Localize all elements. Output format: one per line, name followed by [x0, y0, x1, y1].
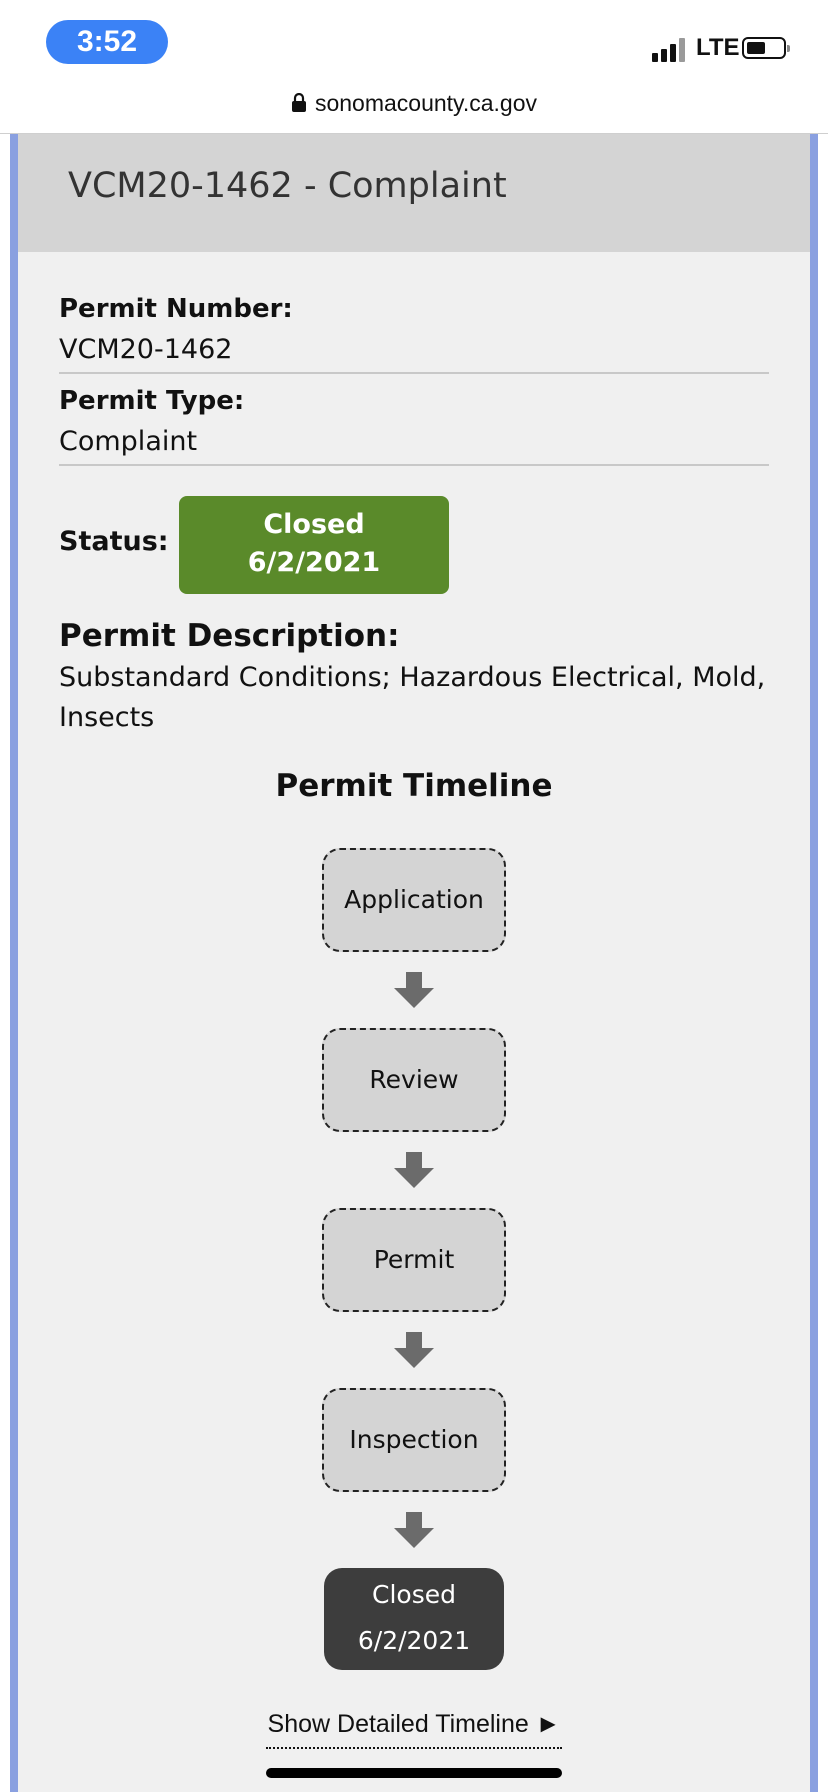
cellular-signal-icon — [652, 38, 688, 62]
arrow-down-icon — [394, 1332, 434, 1368]
arrow-down-icon — [394, 972, 434, 1008]
permit-number-label: Permit Number: — [59, 294, 293, 324]
status-badge-text: Closed — [263, 509, 365, 540]
permit-header — [18, 134, 810, 252]
permit-description-value: Substandard Conditions; Hazardous Electrical, Mold, Insects — [59, 662, 766, 733]
timeline-step-review: Review — [322, 1028, 506, 1132]
timeline-title: Permit Timeline — [275, 768, 553, 804]
timeline-closed-label: Closed — [372, 1580, 456, 1609]
timeline-closed-date: 6/2/2021 — [357, 1626, 471, 1655]
permit-number-value: VCM20-1462 — [59, 334, 233, 365]
arrow-down-icon — [394, 1512, 434, 1548]
url-text: sonomacounty.ca.gov — [314, 90, 538, 116]
lock-icon — [291, 93, 307, 113]
status-badge — [179, 496, 449, 594]
timeline-step-inspection: Inspection — [322, 1388, 506, 1492]
network-type: LTE — [696, 34, 740, 61]
permit-type-value: Complaint — [59, 426, 198, 457]
timeline-step-application: Application — [322, 848, 506, 952]
divider — [59, 372, 769, 374]
url-bar[interactable] — [0, 80, 828, 132]
status-badge-date: 6/2/2021 — [247, 547, 381, 578]
page-title: VCM20-1462 - Complaint — [68, 166, 507, 206]
permit-details — [18, 252, 810, 1792]
arrow-down-icon — [394, 1152, 434, 1188]
timeline-step-permit: Permit — [322, 1208, 506, 1312]
battery-icon — [742, 37, 786, 59]
divider — [59, 464, 769, 466]
status-label: Status: — [59, 526, 169, 557]
permit-type-label: Permit Type: — [59, 386, 245, 416]
status-bar — [0, 0, 828, 80]
home-indicator[interactable] — [266, 1768, 562, 1778]
timeline-step-closed — [324, 1568, 504, 1670]
show-detailed-timeline-link[interactable]: Show Detailed Timeline ► — [266, 1710, 562, 1749]
status-time[interactable]: 3:52 — [46, 20, 168, 64]
permit-description-label: Permit Description: — [59, 618, 400, 654]
